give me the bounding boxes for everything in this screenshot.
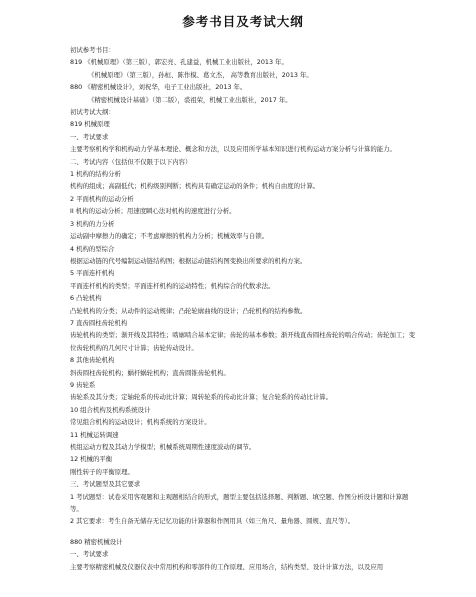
- list-item-text: 根据运动链的代号编制运动链结构图；根据运动链结构图变换出所要求的机构方案。: [70, 256, 307, 265]
- list-item-text: 机组运动方程及其动力学模型；机械系统周期性速度波动的调节。: [70, 443, 256, 451]
- subsection-heading: 一、考试要求: [70, 550, 109, 559]
- subsection-heading: 三、考试题型及其它要求: [70, 480, 141, 489]
- list-item-text: 齿轮机构的类型；渐开线及其特性；啮廓啮合基本定律；齿轮的基本参数；渐开线直齿圆柱齿轮的啮合传动；齿轮加工；变位齿轮机构的几何尺寸计算；齿轮传动设计。: [70, 331, 416, 352]
- list-item-text: 运动副中摩擦力的确定；不考虑摩擦的机构力分析；机械效率与自锁。: [70, 232, 269, 241]
- list-item-text: 斜齿圆柱齿轮机构；蜗杆蜗轮机构；直齿圆锥齿轮机构。: [70, 368, 230, 377]
- section-heading: 初试考试大纲：: [70, 108, 115, 117]
- list-item-text: 平面连杆机构的类型；平面连杆机构的运动特性；机构综合的代数求法。: [70, 281, 275, 290]
- list-item-title: 9 齿轮系: [70, 380, 96, 389]
- list-item-title: 12 机械的平衡: [70, 455, 113, 464]
- list-item-title: 3 机构的力分析: [70, 219, 115, 228]
- list-item-title: 4 机构的型综合: [70, 244, 115, 253]
- list-item-title: 1 机构的结构分析: [70, 170, 121, 179]
- paragraph: 主要考察机构学和机构动力学基本理论、概念和方法，以及应用所学基本知识进行机构运动方案分析与计算的能力。: [70, 145, 396, 154]
- list-item-text: 凸轮机构的分类；从动件的运动规律；凸轮轮廓曲线的设计；凸轮机构的结构参数。: [70, 306, 307, 315]
- paragraph: 主要考察精密机械及仪器仪表中常用机构和零部件的工作原理、应用场合，结构类型、设计计算方法，以及应用: [70, 562, 384, 571]
- subsection-heading: 二、考试内容（包括但不仅限于以下内容）: [70, 157, 192, 166]
- course-heading: 819 机械原理: [70, 120, 110, 129]
- list-item-text: 齿轮系及其分类；定轴轮系的传动比计算；周转轮系的传动比计算；复合轮系的传动比计算。: [70, 393, 333, 402]
- list-item-text: 常见组合机构的运动设计；机构系统的方案设计。: [70, 418, 211, 427]
- list-item-text: 机构的组成；高副低代；机构级别判断；机构具有确定运动的条件；机构自由度的计算。: [70, 182, 320, 191]
- content-list: [70, 168, 416, 478]
- subsection-heading: 一、考试要求: [70, 132, 109, 141]
- list-item-title: 7 直齿圆柱齿轮机构: [70, 318, 128, 327]
- section-heading: 初试参考书目：: [70, 46, 115, 54]
- course-heading: 880 精密机械设计: [70, 537, 123, 546]
- list-item-text: 刚性转子的平衡原理。: [70, 467, 134, 476]
- spacer: [70, 528, 416, 536]
- list-item-text: 1 考试题型：试卷采用客观题和主观题相结合的形式，题型主要包括选择题、判断题、填空题、作图分析设计题和计算题等。: [70, 492, 409, 514]
- page-title: 参考书目及考试大纲: [182, 14, 304, 29]
- list-item-title: 6 凸轮机构: [70, 294, 102, 303]
- list-item-text: 2 其它要求：考生自备无储存无记忆功能的计算器和作图用具（如三角尺、量角器、圆规、直尺等）。: [70, 517, 355, 526]
- list-item-title: 2 平面机构的运动分析: [70, 194, 134, 203]
- list-item-title: 11 机械运转调速: [70, 430, 119, 439]
- reference-entry: 880 《精密机械设计》，刘祝华，电子工业出版社，2013 年。: [70, 83, 247, 92]
- list-item-title: 5 平面连杆机构: [70, 269, 115, 278]
- reference-entry: 《机械原理》（第三版），孙桓、陈作模、葛文杰， 高等教育出版社，2013 年。: [88, 70, 313, 79]
- reference-entry: 《精密机械设计基础》（第二版），裘祖荣，机械工业出版社，2017 年。: [88, 95, 292, 104]
- list-item-text: II 机构的运动分析；用速度瞬心法对机构的速度进行分析。: [70, 207, 236, 216]
- reference-entry: 819 《机械原理》（第三版），郭宏亮、孔建益，机械工业出版社，2013 年。: [70, 58, 288, 67]
- list-item-title: 8 其他齿轮机构: [70, 356, 115, 365]
- list-item-title: 10 组合机构及机构系统设计: [70, 405, 151, 414]
